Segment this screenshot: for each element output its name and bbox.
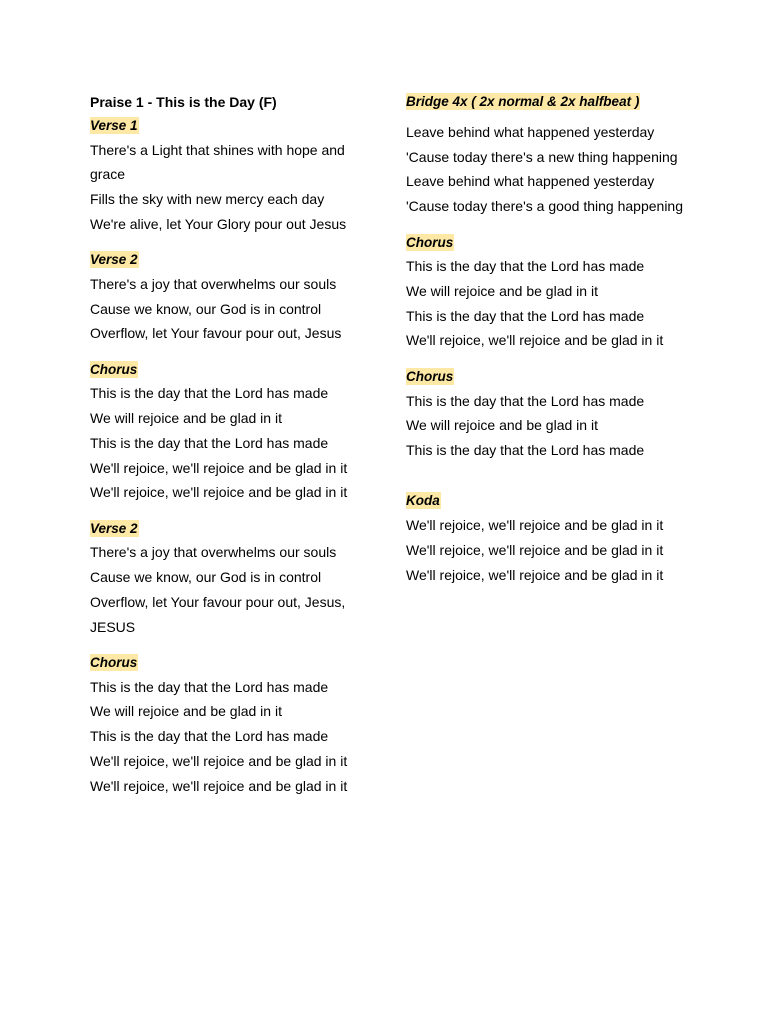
section-heading: Verse 2 [90,252,138,268]
lyric-line: We will rejoice and be glad in it [90,410,282,427]
lyric-line: We'll rejoice, we'll rejoice and be glad in it [90,777,348,794]
lyric-line: We will rejoice and be glad in it [90,703,282,720]
lyric-line: We'll rejoice, we'll rejoice and be glad in it [406,541,664,558]
lyric-line: We're alive, let Your Glory pour out Jesus [90,215,347,232]
lyric-line: Leave behind what happened yesterday [406,124,655,140]
lyric-line: We will rejoice and be glad in it [406,283,598,300]
section-bridge [406,91,706,219]
lyric-line: We'll rejoice, we'll rejoice and be glad in it [406,332,664,349]
lyric-line: We'll rejoice, we'll rejoice and be glad in it [90,752,348,769]
lyric-line: Overflow, let Your favour pour out, Jesus, JESUS [90,593,346,635]
section-koda [406,489,706,588]
lyric-line: This is the day that the Lord has made [406,307,645,324]
section-heading: Chorus [406,234,454,250]
lyric-line: Fills the sky with new mercy each day [90,190,325,207]
lyric-line: We'll rejoice, we'll rejoice and be glad in it [406,566,664,583]
lyric-line: Leave behind what happened yesterday [406,173,655,190]
section-heading: Verse 2 [90,520,138,536]
section-verse-2-repeat [90,516,380,639]
lyric-line: This is the day that the Lord has made [406,392,645,409]
lyric-line: This is the day that the Lord has made [406,258,645,275]
lyric-line: 'Cause today there's a new thing happening [406,148,678,165]
section-chorus [406,230,706,353]
section-heading: Koda [406,493,440,509]
section-verse-1 [90,113,380,236]
lyric-line: There's a joy that overwhelms our souls [90,544,337,561]
lyric-line: This is the day that the Lord has made [90,385,329,402]
lyric-line: We'll rejoice, we'll rejoice and be glad in it [90,484,348,501]
section-chorus-short [406,364,706,463]
lyric-line: Cause we know, our God is in control [90,300,322,317]
left-column [90,91,380,798]
section-heading: Chorus [90,655,138,670]
lyric-line: We will rejoice and be glad in it [406,417,598,434]
song-title: Praise 1 - This is the Day (F) [90,94,277,110]
section-heading: Verse 1 [90,117,138,133]
lyric-line: There's a Light that shines with hope and grace [90,141,345,183]
section-heading: Chorus [406,368,454,384]
lyric-line: Cause we know, our God is in control [90,569,322,586]
section-chorus-repeat [90,650,380,798]
right-column [406,91,706,587]
lyric-line: This is the day that the Lord has made [406,442,645,459]
lyric-line: 'Cause today there's a good thing happening [406,198,683,215]
lyric-line: Overflow, let Your favour pour out, Jesus [90,325,342,342]
lyric-line: This is the day that the Lord has made [90,678,329,695]
lyric-line: This is the day that the Lord has made [90,728,329,745]
section-heading: Bridge 4x ( 2x normal & 2x halfbeat ) [406,94,640,109]
lyric-line: We'll rejoice, we'll rejoice and be glad in it [90,459,348,476]
lyric-line: There's a joy that overwhelms our souls [90,275,337,292]
lyric-line: We'll rejoice, we'll rejoice and be glad in it [406,517,664,534]
section-chorus [90,357,380,505]
lyric-line: This is the day that the Lord has made [90,434,329,451]
section-heading: Chorus [90,361,138,377]
section-verse-2 [90,247,380,346]
